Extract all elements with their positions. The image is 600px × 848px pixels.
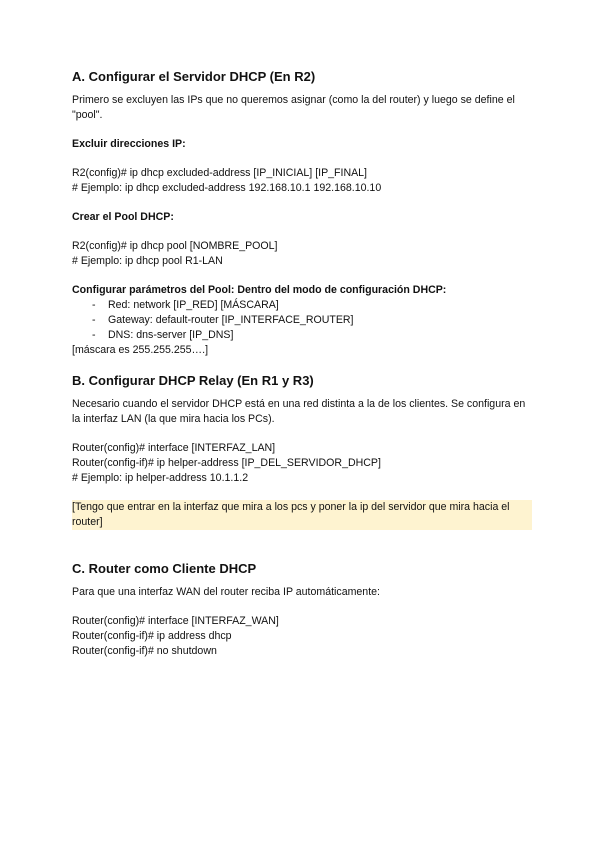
section-b-title: B. Configurar DHCP Relay (En R1 y R3) xyxy=(72,373,314,388)
params-heading: Configurar parámetros del Pool: Dentro del modo de configuración DHCP: xyxy=(72,284,447,296)
pool-example: # Ejemplo: ip dhcp pool R1-LAN xyxy=(72,255,223,267)
client-command-dhcp: Router(config-if)# ip address dhcp xyxy=(72,630,232,642)
document-page xyxy=(72,68,532,659)
exclude-example: # Ejemplo: ip dhcp excluded-address 192.168.10.1 192.168.10.10 xyxy=(72,182,382,194)
list-item xyxy=(92,328,532,343)
list-item xyxy=(92,298,532,313)
relay-command-interface: Router(config)# interface [INTERFAZ_LAN] xyxy=(72,442,276,454)
relay-command-helper: Router(config-if)# ip helper-address [IP_DEL_SERVIDOR_DHCP] xyxy=(72,457,381,469)
section-a-title: A. Configurar el Servidor DHCP (En R2) xyxy=(72,69,316,84)
section-a-intro: Primero se excluyen las IPs que no queremos asignar (como la del router) y luego se define el "pool". xyxy=(72,94,515,121)
param-dns: DNS: dns-server [IP_DNS] xyxy=(108,329,234,341)
section-c-title: C. Router como Cliente DHCP xyxy=(72,561,257,576)
dash-marker: - xyxy=(92,329,96,341)
exclude-command: R2(config)# ip dhcp excluded-address [IP_INICIAL] [IP_FINAL] xyxy=(72,167,368,179)
relay-example: # Ejemplo: ip helper-address 10.1.1.2 xyxy=(72,472,249,484)
param-gateway: Gateway: default-router [IP_INTERFACE_ROUTER] xyxy=(108,314,354,326)
client-command-interface: Router(config)# interface [INTERFAZ_WAN] xyxy=(72,615,279,627)
list-item xyxy=(92,313,532,328)
section-c-intro: Para que una interfaz WAN del router reciba IP automáticamente: xyxy=(72,586,380,598)
dash-marker: - xyxy=(92,314,96,326)
param-network: Red: network [IP_RED] [MÁSCARA] xyxy=(108,299,279,311)
exclude-heading: Excluir direcciones IP: xyxy=(72,138,186,150)
params-list xyxy=(72,298,532,343)
section-b-intro: Necesario cuando el servidor DHCP está en una red distinta a la de los clientes. Se configura en la interfaz LAN (la que mira hacia los PCs). xyxy=(72,398,526,425)
pool-command: R2(config)# ip dhcp pool [NOMBRE_POOL] xyxy=(72,240,278,252)
relay-highlighted-note: [Tengo que entrar en la interfaz que mira a los pcs y poner la ip del servidor que mira hacia el router] xyxy=(72,500,532,530)
pool-heading: Crear el Pool DHCP: xyxy=(72,211,174,223)
mask-note: [máscara es 255.255.255….] xyxy=(72,344,209,356)
client-command-noshut: Router(config-if)# no shutdown xyxy=(72,645,217,657)
dash-marker: - xyxy=(92,299,96,311)
